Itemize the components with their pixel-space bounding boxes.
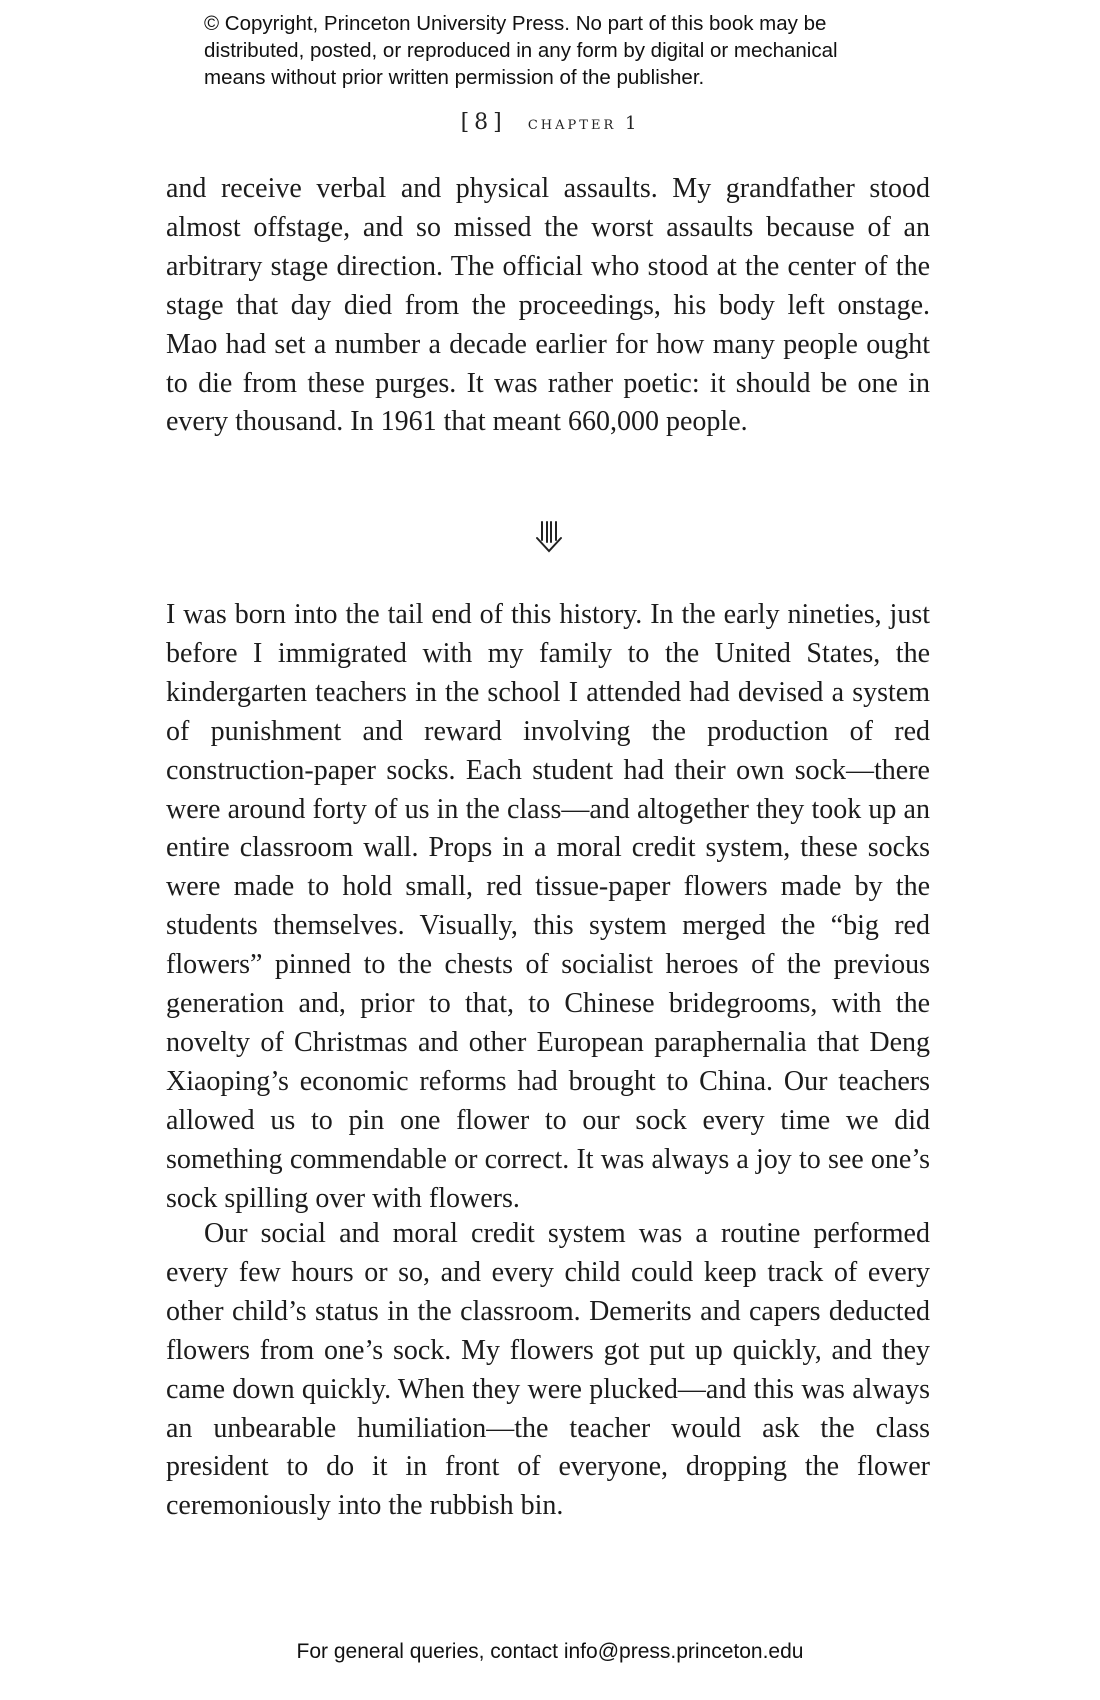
copyright-line-3: means without prior written permission of the publisher. — [204, 66, 705, 89]
copyright-notice — [204, 10, 904, 91]
copyright-line-2: distributed, posted, or reproduced in any form by digital or mechanical — [204, 39, 838, 62]
copyright-line-1: © Copyright, Princeton University Press. No part of this book may be — [204, 12, 827, 35]
chapter-label: chapter 1 — [527, 113, 640, 134]
footer-contact: For general queries, contact info@press.princeton.edu — [296, 1640, 804, 1663]
body-paragraph-3: Our social and moral credit system was a routine performed every few hours or so, and every child could keep track of every other child’s status in the classroom. Demerits and capers deducted flowers from one’s sock. My flowers got put up quickly, and they came down quickly. When they were plucked—and this was always an unbearable humiliation—the teacher would ask the class president to do it in front of everyone, dropping the flower ceremoniously into the rubbish bin. — [166, 1218, 930, 1522]
body-paragraph-2: I was born into the tail end of this history. In the early nineties, just before I immigrated with my family to the United States, the kindergarten teachers in the school I attended had devised a system of punishment and reward involving the production of red construction-paper socks. Each student had their own sock—there were around forty of us in the class—and altogether they took up an entire classroom wall. Props in a moral credit system, these socks were made to hold small, red tissue-paper flowers made by the students themselves. Visually, this system merged the “big red flowers” pinned to the chests of socialist heroes of the previous generation and, prior to that, to Chinese bridegrooms, with the novelty of Christmas and other European paraphernalia that Deng Xiaoping’s economic reforms had brought to China. Our teachers allowed us to pin one flower to our sock every time we did something commendable or correct. It was always a joy to see one’s sock spilling over with flowers. — [166, 599, 930, 1214]
running-head — [0, 110, 1100, 135]
body-paragraph-1: and receive verbal and physical assaults. My grandfather stood almost offstage, and so missed the worst assaults because of an arbitrary stage direction. The official who stood at the center of the stage that day died from the proceedings, his body left onstage. Mao had set a number a decade earlier for how many people ought to die from these purges. It was rather poetic: it should be one in every thousand. In 1961 that meant 660,000 people. — [166, 173, 930, 438]
page-number: [8] — [460, 110, 507, 135]
section-break-ornament-icon — [534, 520, 564, 554]
